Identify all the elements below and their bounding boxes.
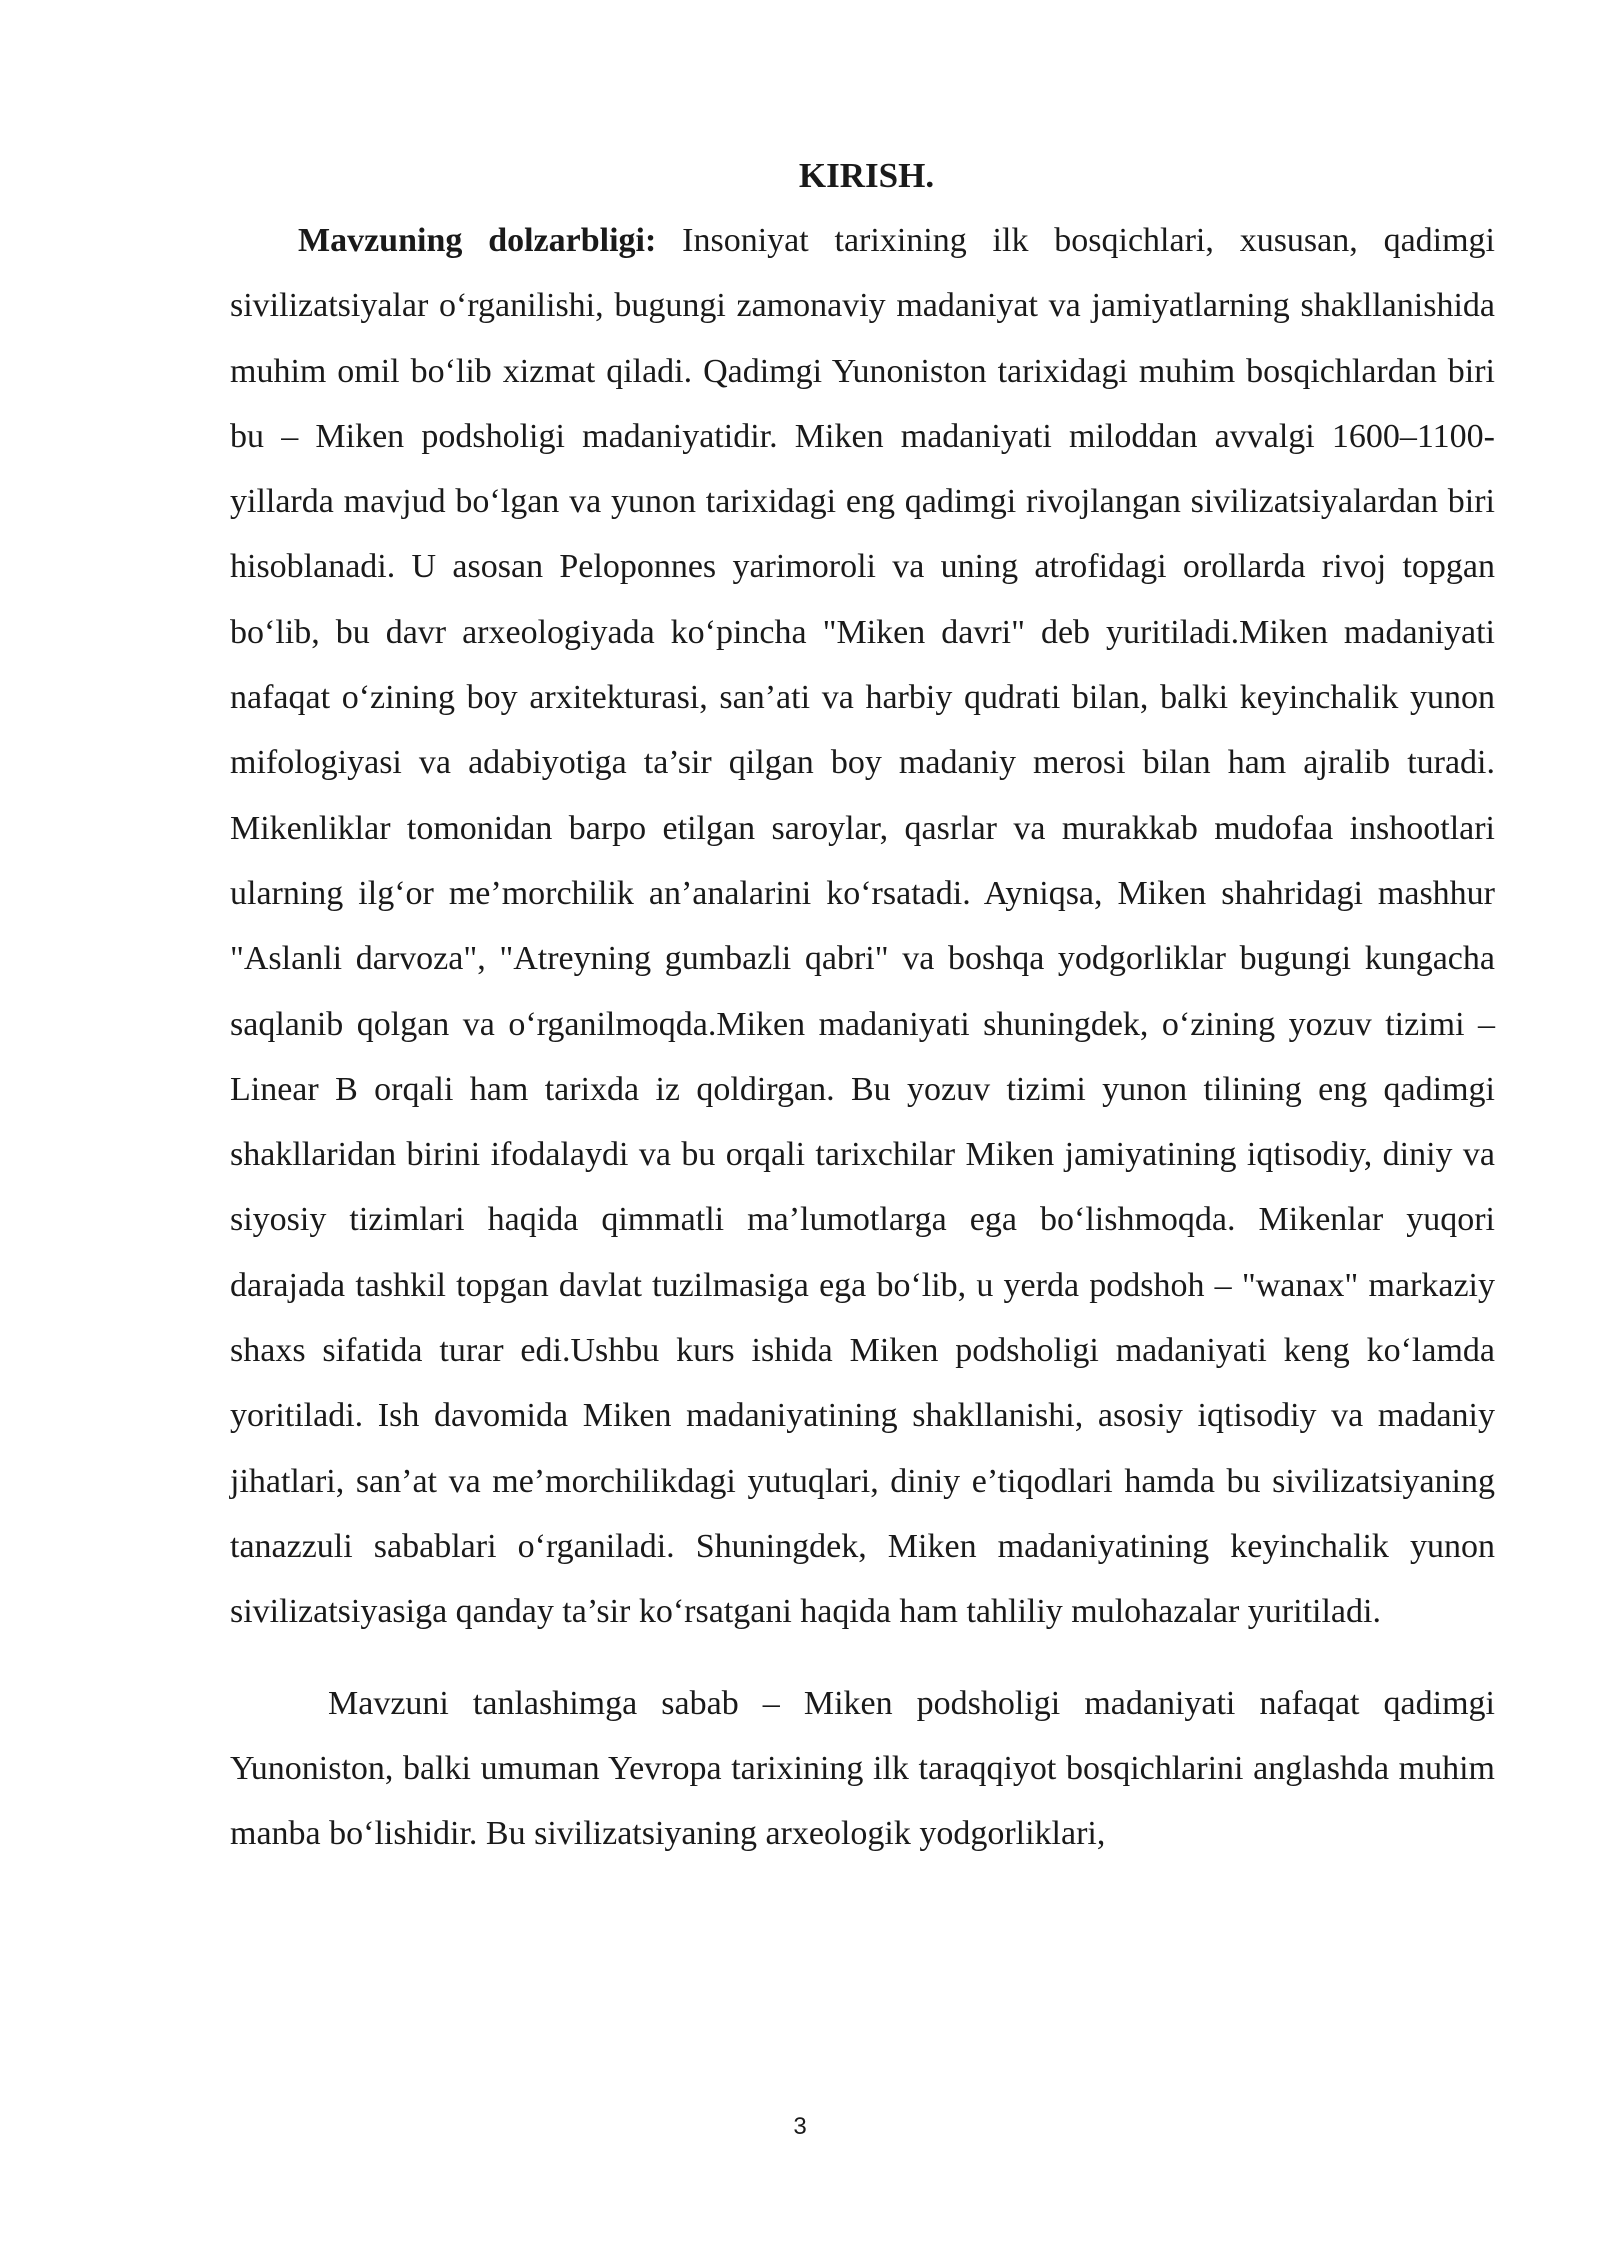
paragraph-topic-reason: Mavzuni tanlashimga sabab – Miken podsholigi madaniyati nafaqat qadimgi Yunoniston, balki umuman Yevropa tarixining ilk taraqqiyot bosqichlarini anglashda muhim manba bo‘lishidir. Bu sivilizatsiyaning arxeologik yodgorliklari,	[230, 1684, 1495, 1853]
section-heading: KIRISH.	[798, 156, 935, 195]
paragraph-body-text: Insoniyat tarixining ilk bosqichlari, xususan, qadimgi sivilizatsiyalar o‘rganilishi, bugungi zamonaviy madaniyat va jamiyatlarning shakllanishida muhim omil bo‘lib xizmat qiladi. Qadimgi Yunoniston tarixidagi muhim bosqichlardan biri bu – Miken podsholigi madaniyatidir. Miken madaniyati miloddan avvalgi 1600–1100-yillarda mavjud bo‘lgan va yunon tarixidagi eng qadimgi rivojlangan sivilizatsiyalardan biri hisoblanadi. U asosan Peloponnes yarimoroli va uning atrofidagi orollarda rivoj topgan bo‘lib, bu davr arxeologiyada ko‘pincha "Miken davri" deb yuritiladi.Miken madaniyati nafaqat o‘zining boy arxitekturasi, san’ati va harbiy qudrati bilan, balki keyinchalik yunon mifologiyasi va adabiyotiga ta’sir qilgan boy madaniy merosi bilan ham ajralib turadi. Mikenliklar tomonidan barpo etilgan saroylar, qasrlar va murakkab mudofaa inshootlari ularning ilg‘or me’morchilik an’analarini ko‘rsatadi. Ayniqsa, Miken shahridagi mashhur "Aslanli darvoza", "Atreyning gumbazli qabri" va boshqa yodgorliklar bugungi kungacha saqlanib qolgan va o‘rganilmoqda.Miken madaniyati shuningdek, o‘zining yozuv tizimi – Linear B orqali ham tarixda iz qoldirgan. Bu yozuv tizimi yunon tilining eng qadimgi shakllaridan birini ifodalaydi va bu orqali tarixchilar Miken jamiyatining iqtisodiy, diniy va siyosiy tizimlari haqida qimmatli ma’lumotlarga ega bo‘lishmoqda. Mikenlar yuqori darajada tashkil topgan davlat tuzilmasiga ega bo‘lib, u yerda podshoh – "wanax" markaziy shaxs sifatida turar edi.Ushbu kurs ishida Miken podsholigi madaniyati keng ko‘lamda yoritiladi. Ish davomida Miken madaniyatining shakllanishi, asosiy iqtisodiy va madaniy jihatlari, san’at va me’morchilikdagi yutuqlari, diniy e’tiqodlari hamda bu sivilizatsiyaning tanazzuli sabablari o‘rganiladi. Shuningdek, Miken madaniyatining keyinchalik yunon sivilizatsiyasiga qanday ta’sir ko‘rsatgani haqida ham tahliliy mulohazalar yuritiladi.	[230, 222, 1496, 1631]
paragraph-relevance	[230, 208, 1495, 1645]
document-page	[230, 150, 1495, 1866]
paragraph-lead-label: Mavzuning dolzarbligi:	[298, 222, 657, 259]
page-number: 3	[793, 2113, 807, 2140]
